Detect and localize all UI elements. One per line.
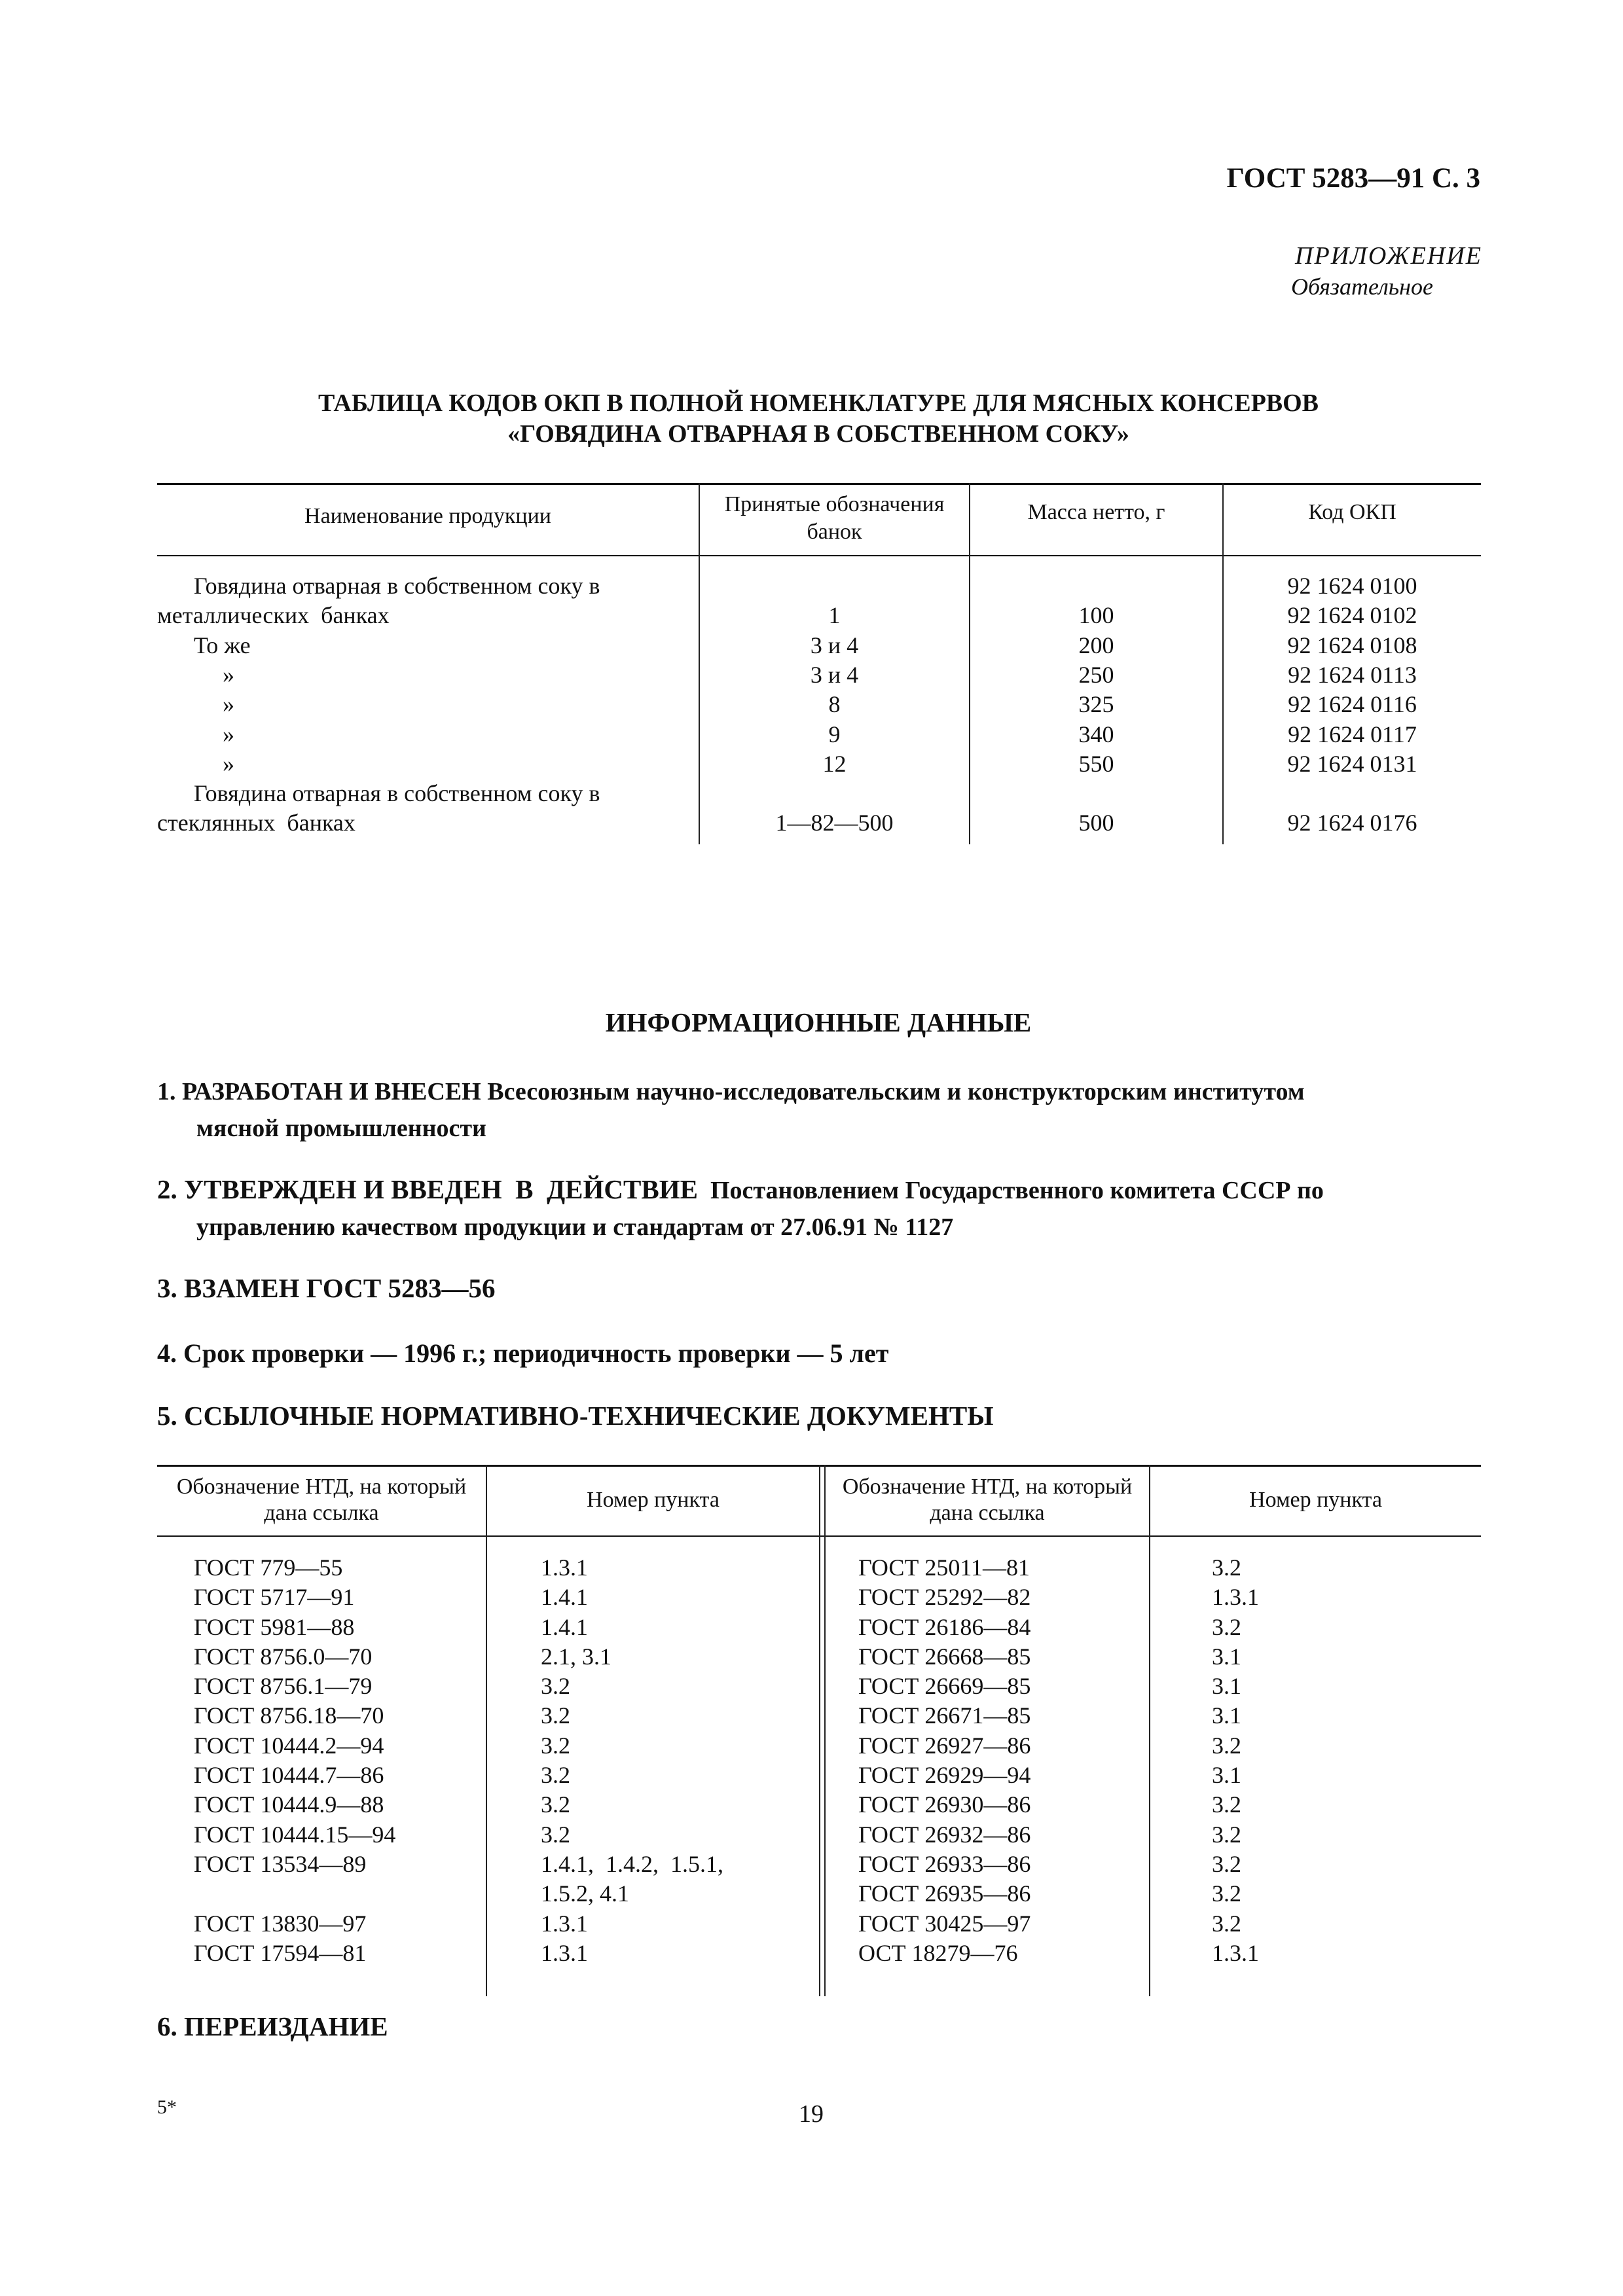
table2-double-divider <box>819 1465 820 1996</box>
table2-right-doc: ГОСТ 26669—85 <box>858 1673 1031 1700</box>
table2-right-doc: ОСТ 18279—76 <box>858 1939 1018 1966</box>
table1-cell-can: 3 и 4 <box>810 632 859 658</box>
table1-cell-mass: 340 <box>1078 721 1114 747</box>
table1-header-rule <box>157 555 1481 556</box>
table2-left-doc: ГОСТ 10444.2—94 <box>194 1732 384 1759</box>
table2-col-divider <box>1149 1465 1150 1996</box>
table2-header-item-right: Номер пункта <box>1249 1488 1382 1512</box>
table1-cell-mass: 200 <box>1078 632 1114 658</box>
table1-cell-code: 92 1624 0113 <box>1288 661 1417 688</box>
table1-title-line2: «ГОВЯДИНА ОТВАРНАЯ В СОБСТВЕННОМ СОКУ» <box>507 420 1129 448</box>
table1-title-line1: ТАБЛИЦА КОДОВ ОКП В ПОЛНОЙ НОМЕНКЛАТУРЕ ДЛЯ МЯСНЫХ КОНСЕРВОВ <box>318 389 1319 417</box>
table1-cell-can: 9 <box>828 721 841 747</box>
table2-right-item: 3.2 <box>1212 1613 1241 1640</box>
table2-right-doc: ГОСТ 26929—94 <box>858 1762 1031 1789</box>
table1-header-can: Принятые обозначения банок <box>724 492 945 544</box>
table2-right-items-column <box>1212 1553 1259 1968</box>
table1-cell-code: 92 1624 0131 <box>1287 750 1417 777</box>
info-item-2-label: 2. УТВЕРЖДЕН И ВВЕДЕН В ДЕЙСТВИЕ <box>157 1174 698 1204</box>
table2-left-item: 3.2 <box>541 1732 570 1759</box>
table1-cell-mass: 500 <box>1078 810 1114 836</box>
table1-cell-name: Говядина отварная в собственном соку в <box>194 573 600 599</box>
table1-cell-can: 12 <box>822 750 847 777</box>
table2-left-item: 1.5.2, 4.1 <box>541 1880 629 1907</box>
table2-left-doc: ГОСТ 5981—88 <box>194 1613 355 1640</box>
table2-header-item-left: Номер пункта <box>587 1488 720 1512</box>
table2-right-item: 3.2 <box>1212 1732 1241 1759</box>
table1-cell-can: 3 и 4 <box>810 661 859 688</box>
table2-right-item: 3.1 <box>1212 1643 1241 1670</box>
table1-cell-can: 1—82—500 <box>775 810 894 836</box>
table2-left-item: 3.2 <box>541 1762 570 1789</box>
table1-cell-mass: 550 <box>1078 750 1114 777</box>
table2-left-doc: ГОСТ 10444.9—88 <box>194 1791 384 1818</box>
table2-right-docs-column <box>858 1553 1030 1968</box>
table1-cell-code: 92 1624 0102 <box>1287 602 1417 629</box>
reference-documents-table <box>157 1465 1481 1996</box>
table1-cell-code: 92 1624 0108 <box>1287 632 1417 658</box>
table2-right-doc: ГОСТ 26932—86 <box>858 1821 1031 1848</box>
table1-cell-mass: 100 <box>1078 602 1114 629</box>
table2-right-item: 3.1 <box>1212 1702 1241 1729</box>
table1-cell-name: » <box>223 721 234 747</box>
table2-right-doc: ГОСТ 25292—82 <box>858 1584 1031 1611</box>
info-item-1-label: 1. РАЗРАБОТАН И ВНЕСЕН <box>157 1078 481 1105</box>
table1-cell-name: стеклянных банках <box>157 810 356 836</box>
table2-left-doc: ГОСТ 779—55 <box>194 1554 343 1581</box>
table2-right-doc: ГОСТ 26671—85 <box>858 1702 1031 1729</box>
table2-left-item: 2.1, 3.1 <box>541 1643 611 1670</box>
info-item-2 <box>157 1171 1481 1246</box>
table1-cell-name: металлических банках <box>157 602 390 629</box>
footer-mark: 5* <box>157 2096 177 2118</box>
table1-header-code: Код ОКП <box>1308 500 1396 524</box>
table2-right-item: 1.3.1 <box>1212 1939 1259 1966</box>
info-data-title: ИНФОРМАЦИОННЫЕ ДАННЫЕ <box>605 1007 1032 1037</box>
table1-cell-code: 92 1624 0100 <box>1287 573 1417 599</box>
table2-left-doc: ГОСТ 8756.1—79 <box>194 1673 373 1700</box>
table2-left-doc: ГОСТ 17594—81 <box>194 1939 367 1966</box>
table1-cell-mass: 250 <box>1078 661 1114 688</box>
table2-right-item: 3.1 <box>1212 1762 1241 1789</box>
table2-left-doc: ГОСТ 10444.15—94 <box>194 1821 396 1848</box>
table2-right-doc: ГОСТ 25011—81 <box>858 1554 1030 1581</box>
table1-cell-mass: 325 <box>1078 691 1114 718</box>
table2-left-item: 1.3.1 <box>541 1939 588 1966</box>
table2-left-item: 3.2 <box>541 1821 570 1848</box>
table2-left-doc: ГОСТ 8756.0—70 <box>194 1643 373 1670</box>
table2-left-doc: ГОСТ 13534—89 <box>194 1850 367 1877</box>
table2-left-doc: ГОСТ 10444.7—86 <box>194 1762 384 1789</box>
table1-cell-name: » <box>223 750 234 777</box>
table2-right-item: 3.1 <box>1212 1673 1241 1700</box>
table1-cell-name: То же <box>194 632 251 658</box>
info-item-2-continuation: управлению качеством продукции и стандартам от 27.06.91 № 1127 <box>196 1213 954 1241</box>
table2-left-item: 1.4.1, 1.4.2, 1.5.1, <box>541 1850 723 1877</box>
table2-right-item: 3.2 <box>1212 1880 1241 1907</box>
table2-left-doc <box>194 1879 395 1909</box>
table2-right-item: 1.3.1 <box>1212 1584 1259 1611</box>
table2-left-item: 3.2 <box>541 1702 570 1729</box>
table2-right-doc: ГОСТ 26935—86 <box>858 1880 1031 1907</box>
info-item-3: 3. ВЗАМЕН ГОСТ 5283—56 <box>157 1273 496 1303</box>
table1-header-name: Наименование продукции <box>304 504 551 528</box>
table2-col-divider <box>486 1465 487 1996</box>
info-item-4: 4. Срок проверки — 1996 г.; периодичность проверки — 5 лет <box>157 1338 889 1368</box>
table1-cell-code: 92 1624 0116 <box>1288 691 1417 718</box>
table2-left-items-column <box>541 1553 723 1968</box>
info-item-2-text: Постановлением Государственного комитета СССР по <box>697 1177 1324 1204</box>
table1-cell-can: 1 <box>828 602 841 629</box>
table2-header-doc-left: Обозначение НТД, на который дана ссылка <box>176 1475 467 1525</box>
table2-right-doc: ГОСТ 26930—86 <box>858 1791 1031 1818</box>
table2-right-item: 3.2 <box>1212 1821 1241 1848</box>
table1-header-mass: Масса нетто, г <box>1027 500 1165 524</box>
table2-right-doc: ГОСТ 26186—84 <box>858 1613 1031 1640</box>
table2-left-item: 1.4.1 <box>541 1584 588 1611</box>
table2-left-item: 1.4.1 <box>541 1613 588 1640</box>
okp-codes-table <box>157 483 1481 844</box>
info-item-1-continuation: мясной промышленности <box>196 1115 486 1142</box>
table2-left-doc: ГОСТ 8756.18—70 <box>194 1702 384 1729</box>
appendix-type: Обязательное <box>1291 274 1433 300</box>
table2-left-item: 1.3.1 <box>541 1910 588 1937</box>
table2-right-item: 3.2 <box>1212 1910 1241 1937</box>
info-item-5: 5. ССЫЛОЧНЫЕ НОРМАТИВНО-ТЕХНИЧЕСКИЕ ДОКУМЕНТЫ <box>157 1401 994 1431</box>
table1-cell-name: Говядина отварная в собственном соку в <box>194 780 600 807</box>
table2-right-doc: ГОСТ 26927—86 <box>858 1732 1031 1759</box>
table2-right-doc: ГОСТ 30425—97 <box>858 1910 1031 1937</box>
table2-left-doc: ГОСТ 5717—91 <box>194 1584 355 1611</box>
table2-right-item: 3.2 <box>1212 1554 1241 1581</box>
table2-right-item: 3.2 <box>1212 1850 1241 1877</box>
table1-top-rule <box>157 483 1481 485</box>
table2-left-docs-column <box>194 1553 395 1968</box>
table1-cell-name: » <box>223 661 234 688</box>
table2-left-item: 3.2 <box>541 1791 570 1818</box>
table2-right-doc: ГОСТ 26668—85 <box>858 1643 1031 1670</box>
table2-double-divider <box>824 1465 826 1996</box>
table2-right-item: 3.2 <box>1212 1791 1241 1818</box>
info-item-6: 6. ПЕРЕИЗДАНИЕ <box>157 2011 388 2041</box>
table1-cell-code: 92 1624 0176 <box>1287 810 1417 836</box>
table2-left-item: 3.2 <box>541 1673 570 1700</box>
table2-left-item: 1.3.1 <box>541 1554 588 1581</box>
page-header-gost-ref: ГОСТ 5283—91 С. 3 <box>1226 163 1480 194</box>
table1-cell-can: 8 <box>828 691 841 718</box>
table1-cell-code: 92 1624 0117 <box>1288 721 1417 747</box>
table2-header-doc-right: Обозначение НТД, на который дана ссылка <box>842 1475 1133 1525</box>
table2-right-doc: ГОСТ 26933—86 <box>858 1850 1031 1877</box>
table2-left-doc: ГОСТ 13830—97 <box>194 1910 367 1937</box>
page-number: 19 <box>799 2100 824 2128</box>
info-item-1 <box>157 1073 1481 1147</box>
table1-cell-name: » <box>223 691 234 718</box>
appendix-label: ПРИЛОЖЕНИЕ <box>1295 242 1482 270</box>
info-item-1-text: Всесоюзным научно-исследовательским и конструкторским институтом <box>481 1078 1305 1105</box>
